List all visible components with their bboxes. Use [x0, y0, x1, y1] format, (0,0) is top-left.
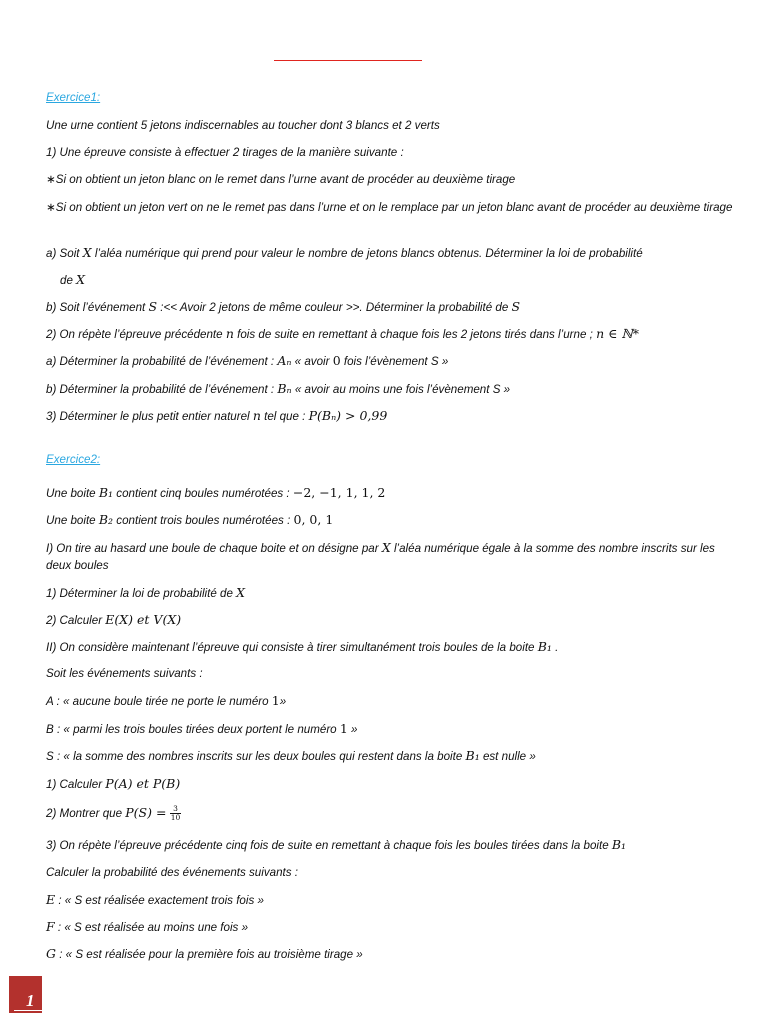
- text: II) On considère maintenant l’épreuve qui consiste à tirer simultanément trois boules de la boite: [46, 641, 538, 654]
- text: .: [551, 641, 559, 654]
- math-zero: 0: [332, 353, 341, 368]
- text: : « S est réalisée pour la première fois au troisième tirage »: [56, 948, 363, 961]
- text: A : « aucune boule tirée ne porte le numéro: [46, 695, 272, 708]
- math-a-n: Aₙ: [277, 353, 292, 368]
- ex1-line-11: [46, 408, 736, 425]
- text: fois de suite en remettant à chaque fois les 2 jetons tirés dans l’urne ;: [233, 328, 597, 341]
- math-f: F: [46, 919, 55, 934]
- text: 2) On répète l’épreuve précédente: [46, 328, 226, 341]
- ex1-line-10: [46, 381, 736, 398]
- text: contient trois boules numérotées :: [113, 514, 294, 527]
- math-x: X: [76, 272, 86, 287]
- text: b) Soit l’événement: [46, 301, 149, 314]
- text: fois l’évènement S »: [340, 355, 449, 368]
- ex2-line-3: [46, 539, 736, 574]
- ex2-line-13: [46, 837, 736, 854]
- math-one: 1: [339, 721, 348, 736]
- text: a) Soit: [46, 247, 83, 260]
- math-n: n: [225, 326, 234, 341]
- ex2-line-11: [46, 776, 736, 793]
- math-inequality: P(Bₙ) > 0,99: [308, 408, 388, 423]
- ex1-line-2: 1) Une épreuve consiste à effectuer 2 tirages de la manière suivante :: [46, 146, 404, 159]
- ex2-line-17: [46, 946, 736, 963]
- text: l’aléa numérique égale à la somme des nombre inscrits sur les deux boules: [46, 542, 715, 572]
- math-s: S: [148, 299, 158, 314]
- text: « avoir: [291, 355, 333, 368]
- text: tel que :: [260, 410, 309, 423]
- text: :<< Avoir 2 jetons de même couleur >>. Déterminer la probabilité de: [157, 301, 512, 314]
- text: Une boite: [46, 487, 99, 500]
- math-x: X: [236, 585, 246, 600]
- text: de: [60, 274, 77, 287]
- ex1-line-6: [60, 272, 750, 289]
- math-ex-vx: E(X) et V(X): [105, 612, 182, 627]
- exercise1-heading: Exercice1:: [46, 91, 101, 104]
- text: « avoir au moins une fois l’évènement S »: [291, 383, 511, 396]
- text: 3) Déterminer le plus petit entier naturel: [46, 410, 253, 423]
- ex2-line-4: [46, 585, 736, 602]
- text: est nulle »: [479, 750, 536, 763]
- text: : « S est réalisée exactement trois fois »: [55, 894, 264, 907]
- math-pa-pb: P(A) et P(B): [105, 776, 181, 791]
- ex1-line-3: ∗Si on obtient un jeton blanc on le remet dans l’urne avant de procéder au deuxième tirage: [46, 173, 516, 186]
- math-ps-eq: P(S) =: [125, 805, 167, 820]
- math-n: n: [252, 408, 261, 423]
- text: 2) Calculer: [46, 614, 106, 627]
- ex2-line-1: [46, 485, 736, 502]
- text: B : « parmi les trois boules tirées deux portent le numéro: [46, 723, 340, 736]
- text: S : « la somme des nombres inscrits sur les deux boules qui restent dans la boite: [46, 750, 466, 763]
- math-x: X: [82, 245, 92, 260]
- math-b1: B₁: [537, 639, 552, 654]
- text: »: [347, 723, 358, 736]
- text: : « S est réalisée au moins une fois »: [54, 921, 249, 934]
- ex2-line-15: [46, 892, 736, 909]
- ex1-line-9: [46, 353, 736, 370]
- math-b1: B₁: [611, 837, 627, 852]
- fraction: [170, 805, 182, 822]
- ex1-line-8: [46, 326, 736, 343]
- page-number: 1: [26, 991, 35, 1010]
- math-values-b1: −2, −1, 1, 1, 2: [292, 485, 386, 500]
- ex2-line-14: Calculer la probabilité des événements suivants :: [46, 866, 298, 879]
- text: 2) Montrer que: [46, 807, 126, 820]
- ex1-line-1: Une urne contient 5 jetons indiscernables au toucher dont 3 blancs et 2 verts: [46, 119, 440, 132]
- text: I) On tire au hasard une boule de chaque boite et on désigne par: [46, 542, 382, 555]
- math-b2: B₂: [98, 512, 114, 527]
- text: 3) On répète l’épreuve précédente cinq fois de suite en remettant à chaque fois les boules tirées dans la boite: [46, 839, 612, 852]
- ex2-line-8: [46, 693, 736, 710]
- fraction-denominator: 10: [170, 813, 181, 823]
- ex1-line-5: [46, 245, 736, 262]
- exercise2-heading: Exercice2:: [46, 453, 101, 466]
- text: »: [279, 695, 287, 708]
- text: a) Déterminer la probabilité de l’événement :: [46, 355, 278, 368]
- math-n-in-N: n ∈ ℕ*: [596, 326, 640, 341]
- text: b) Déterminer la probabilité de l’événement :: [46, 383, 278, 396]
- text: Une boite: [46, 514, 99, 527]
- math-values-b2: 0, 0, 1: [293, 512, 334, 527]
- math-s: S: [511, 299, 521, 314]
- math-x: X: [381, 540, 391, 555]
- ex1-line-7: [46, 299, 736, 316]
- page-number-underline: [14, 1010, 42, 1011]
- ex2-line-9: [46, 721, 736, 738]
- math-b1: B₁: [465, 748, 480, 763]
- math-b1: B₁: [98, 485, 114, 500]
- ex2-line-6: [46, 639, 736, 656]
- text: 1) Calculer: [46, 778, 106, 791]
- ex2-line-12: [46, 805, 736, 822]
- math-e: E: [46, 892, 56, 907]
- ex1-line-4: ∗Si on obtient un jeton vert on ne le remet pas dans l’urne et on le remplace par un jeton blanc avant de procéder au deuxième tirage: [46, 201, 733, 214]
- ex2-line-16: [46, 919, 736, 936]
- ex2-line-10: [46, 748, 736, 765]
- ex2-line-5: [46, 612, 736, 629]
- math-b-n: Bₙ: [277, 381, 292, 396]
- text: 1) Déterminer la loi de probabilité de: [46, 587, 237, 600]
- text: l’aléa numérique qui prend pour valeur le nombre de jetons blancs obtenus. Déterminer la loi de probabilité: [91, 247, 643, 260]
- ex2-line-7: Soit les événements suivants :: [46, 667, 203, 680]
- ex2-line-2: [46, 512, 736, 529]
- title-underline: [274, 60, 422, 61]
- math-one: 1: [271, 693, 280, 708]
- fraction-numerator: 3: [170, 805, 182, 814]
- math-g: G: [46, 946, 56, 961]
- text: contient cinq boules numérotées :: [113, 487, 293, 500]
